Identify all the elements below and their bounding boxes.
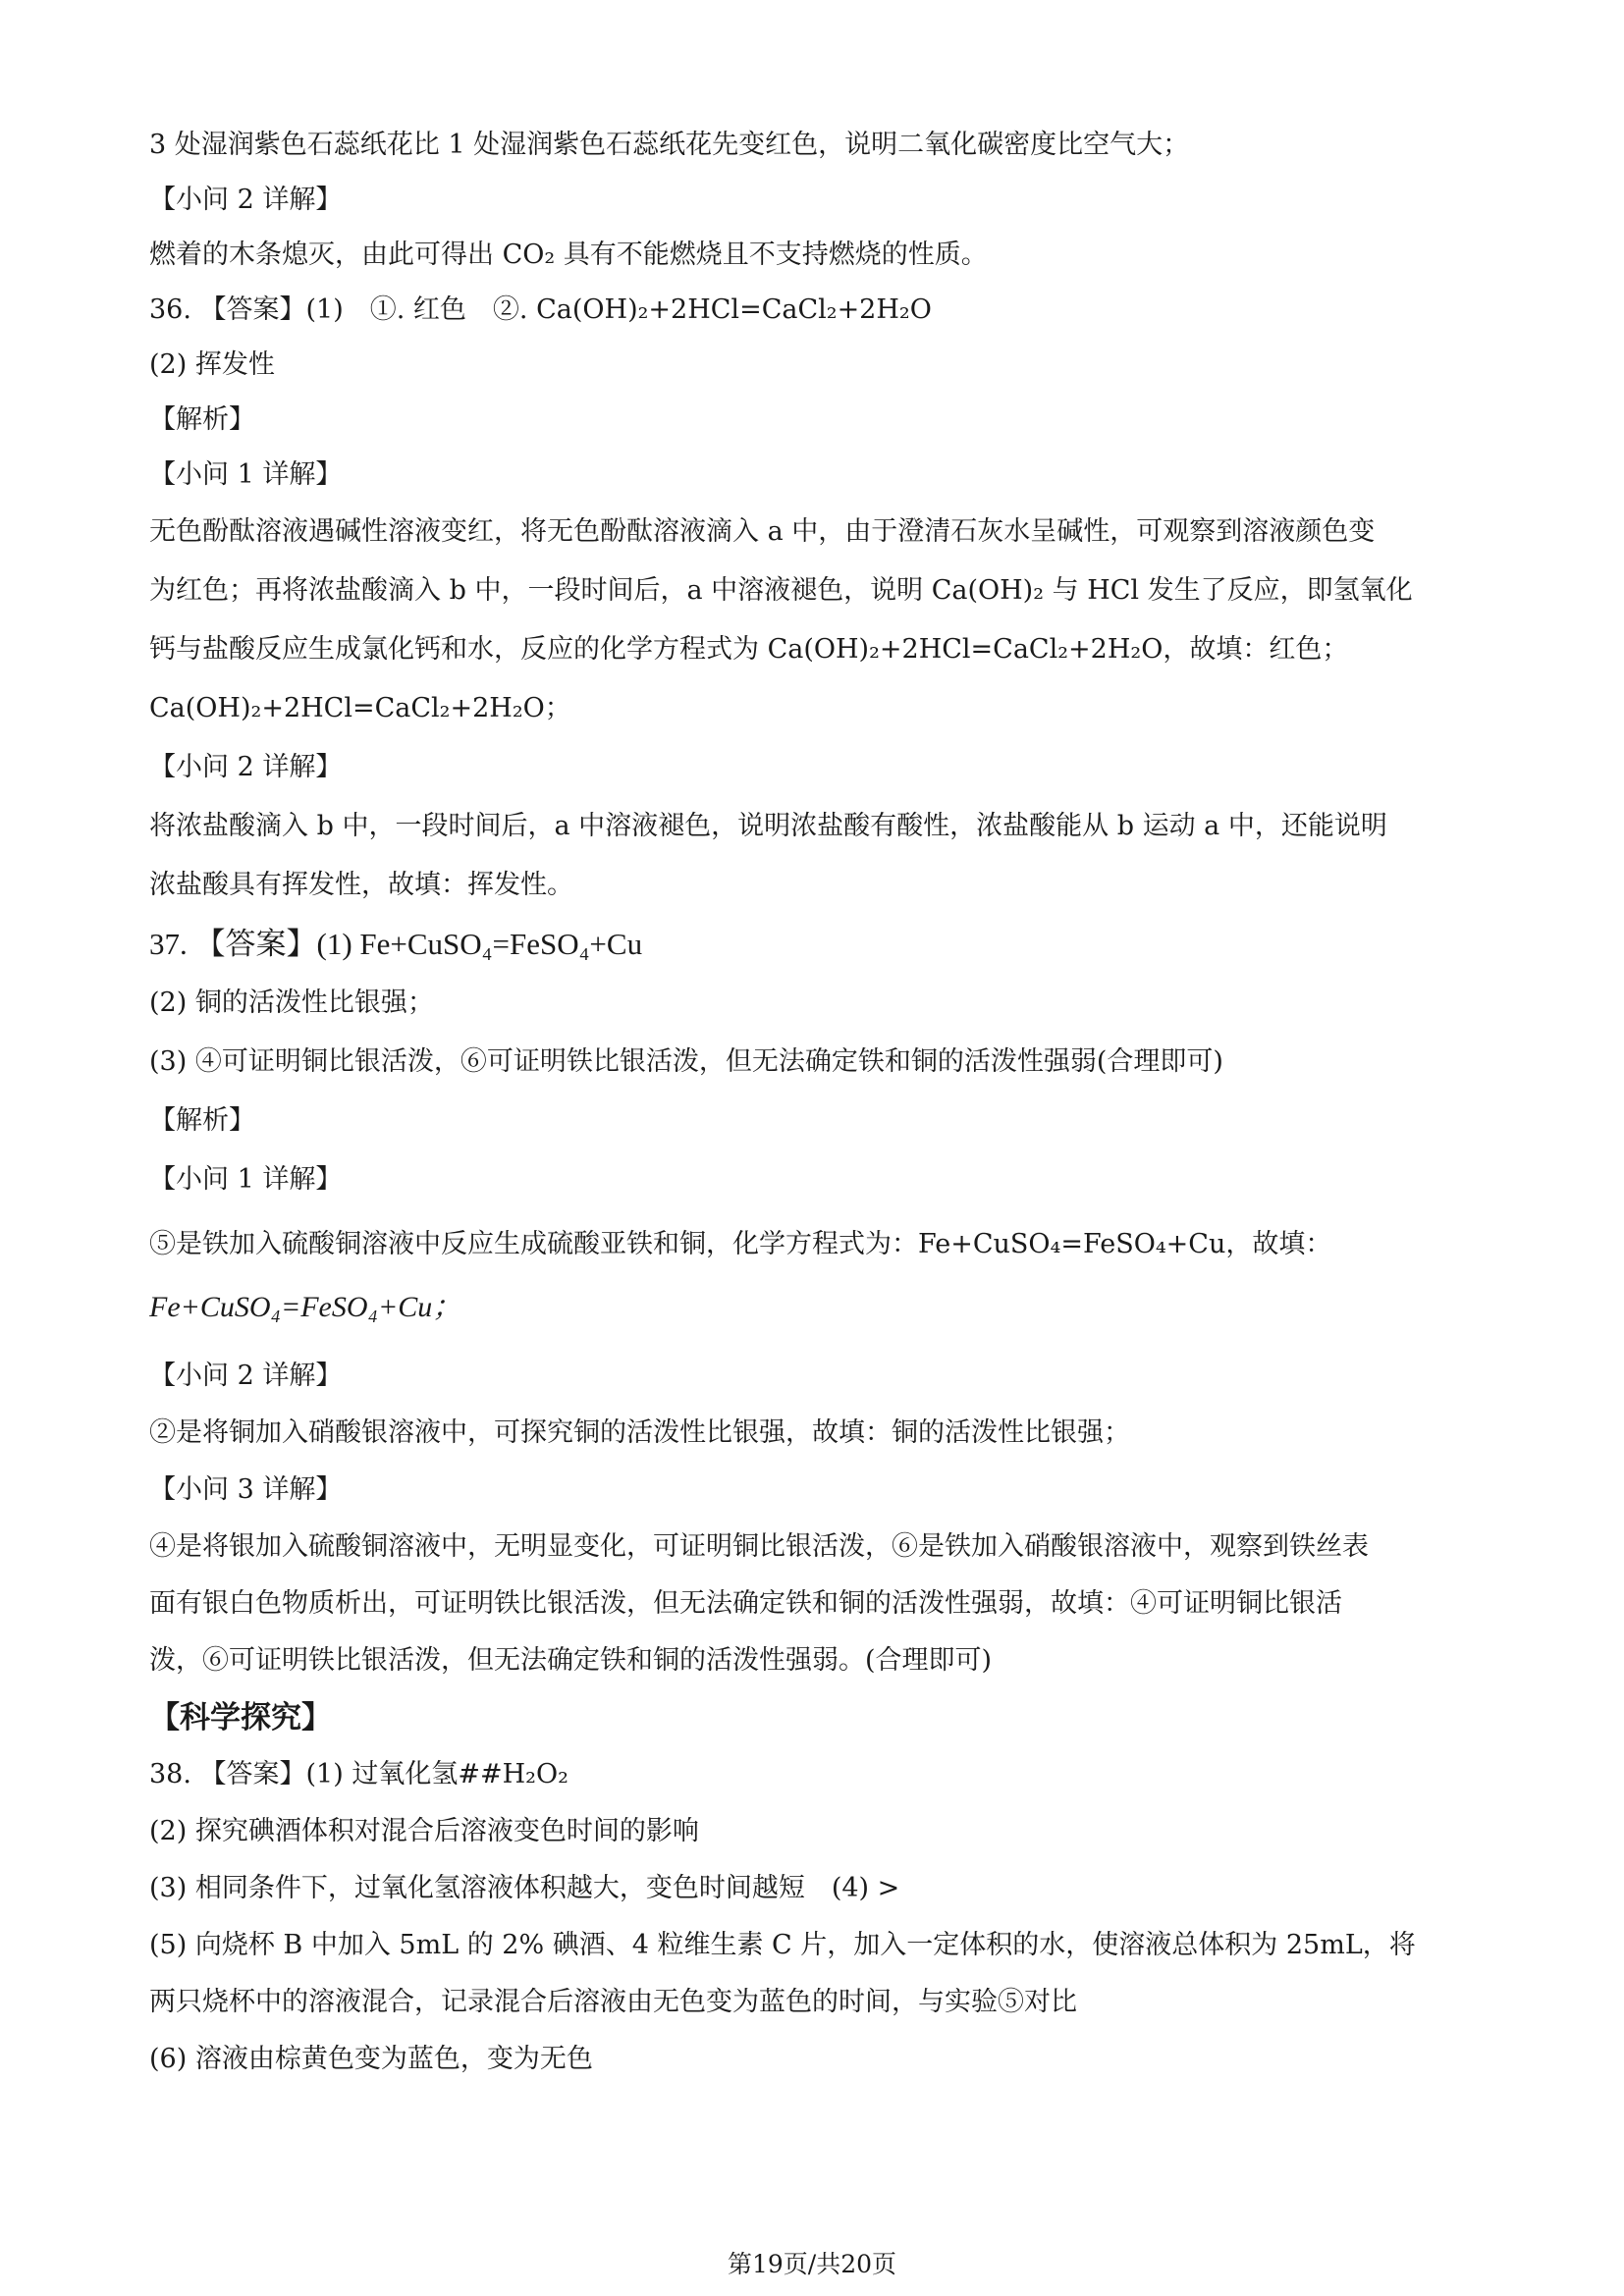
subsection-heading: 【小问 1 详解】 (149, 459, 343, 490)
subsection-heading: 【小问 1 详解】 (149, 1164, 343, 1195)
text-line: 泼，⑥可证明铁比银活泼，但无法确定铁和铜的活泼性强弱。(合理即可) (149, 1645, 993, 1676)
text-line: 面有银白色物质析出，可证明铁比银活泼，但无法确定铁和铜的活泼性强弱，故填：④可证明铜比银活 (149, 1588, 1342, 1619)
section-heading: 【科学探究】 (149, 1700, 332, 1735)
page-number: 第19页/共20页 (727, 2250, 897, 2278)
text-line: 无色酚酞溶液遇碱性溶液变红，将无色酚酞溶液滴入 a 中，由于澄清石灰水呈碱性，可观察到溶液颜色变 (149, 516, 1376, 547)
text-line: 为红色；再将浓盐酸滴入 b 中，一段时间后，a 中溶液褪色，说明 Ca(OH)₂ 与 HCl 发生了反应，即氢氧化 (149, 575, 1413, 606)
text-line: (5) 向烧杯 B 中加入 5mL 的 2% 碘酒、4 粒维生素 C 片，加入一定体积的水，使溶液总体积为 25mL，将 (149, 1930, 1416, 1960)
text-line: 两只烧杯中的溶液混合，记录混合后溶液由无色变为蓝色的时间，与实验⑤对比 (149, 1987, 1077, 2017)
text-line: (6) 溶液由棕黄色变为蓝色，变为无色 (149, 2044, 593, 2074)
formula-line: Fe+CuSO₄=FeSO₄+Cu； (149, 1291, 462, 1323)
text-line: (2) 挥发性 (149, 349, 275, 380)
text-line: ⑤是铁加入硫酸铜溶液中反应生成硫酸亚铁和铜，化学方程式为：Fe+CuSO₄=FeSO₄+Cu，故填： (149, 1229, 1332, 1259)
subsection-heading: 【小问 2 详解】 (149, 1361, 343, 1391)
text-line: 3 处湿润紫色石蕊纸花比 1 处湿润紫色石蕊纸花先变红色，说明二氧化碳密度比空气大； (149, 130, 1190, 160)
text-line: (2) 探究碘酒体积对混合后溶液变色时间的影响 (149, 1816, 699, 1846)
analysis-heading: 【解析】 (149, 404, 255, 435)
text-line: ④是将银加入硫酸铜溶液中，无明显变化，可证明铜比银活泼，⑥是铁加入硝酸银溶液中，观察到铁丝表 (149, 1531, 1369, 1562)
text-line: ②是将铜加入硝酸银溶液中，可探究铜的活泼性比银强，故填：铜的活泼性比银强； (149, 1417, 1130, 1448)
text-line: (3) ④可证明铜比银活泼，⑥可证明铁比银活泼，但无法确定铁和铜的活泼性强弱(合理即可) (149, 1046, 1223, 1077)
subsection-heading: 【小问 2 详解】 (149, 185, 343, 215)
text-line: Ca(OH)₂+2HCl=CaCl₂+2H₂O； (149, 693, 571, 723)
text-line: (2) 铜的活泼性比银强； (149, 988, 434, 1018)
text-line: 浓盐酸具有挥发性，故填：挥发性。 (149, 870, 573, 900)
text-line: 钙与盐酸反应生成氯化钙和水，反应的化学方程式为 Ca(OH)₂+2HCl=CaCl₂+2H₂O，故填：红色； (149, 634, 1349, 665)
answer-line: 36. 【答案】(1) ①. 红色 ②. Ca(OH)₂+2HCl=CaCl₂+2H₂O (149, 294, 932, 325)
subsection-heading: 【小问 2 详解】 (149, 752, 343, 782)
answer-line: 38. 【答案】(1) 过氧化氢##H₂O₂ (149, 1759, 568, 1789)
analysis-heading: 【解析】 (149, 1105, 255, 1136)
subsection-heading: 【小问 3 详解】 (149, 1474, 343, 1505)
text-line: 将浓盐酸滴入 b 中，一段时间后，a 中溶液褪色，说明浓盐酸有酸性，浓盐酸能从 b 运动 a 中，还能说明 (149, 811, 1387, 841)
text-line: (3) 相同条件下，过氧化氢溶液体积越大，变色时间越短 (4) > (149, 1873, 900, 1903)
answer-line: 37. 【答案】(1) Fe+CuSO₄=FeSO₄+Cu (149, 927, 643, 961)
text-line: 燃着的木条熄灭，由此可得出 CO₂ 具有不能燃烧且不支持燃烧的性质。 (149, 240, 988, 270)
